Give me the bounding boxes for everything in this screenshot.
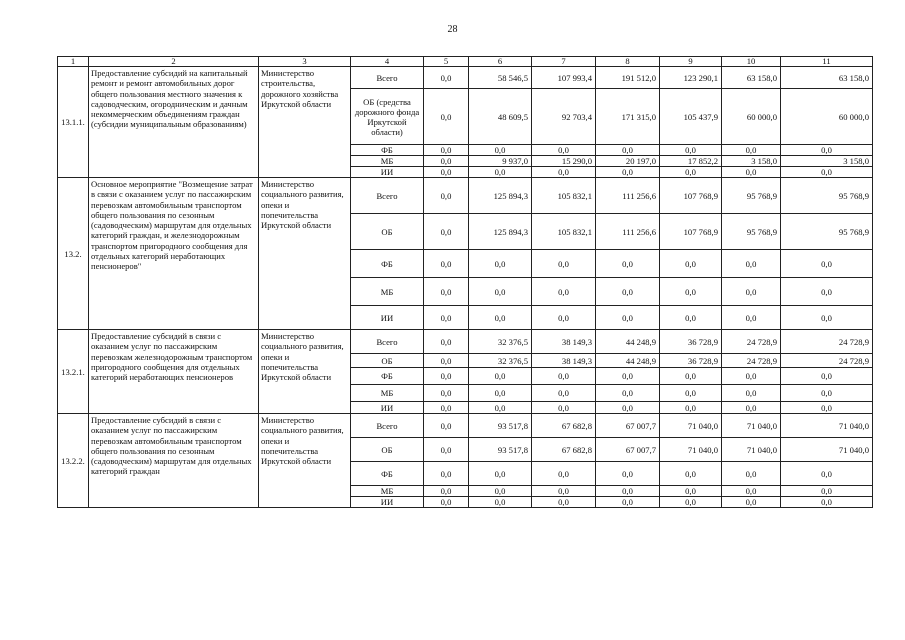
amount-cell: 0,0: [596, 486, 660, 497]
responsible-executor: Министерство строительства, дорожного хозяйства Иркутской области: [259, 67, 351, 178]
amount-cell: 0,0: [722, 167, 781, 178]
amount-cell: 107 768,9: [660, 214, 722, 250]
responsible-executor: Министерство социального развития, опеки и попечительства Иркутской области: [259, 330, 351, 414]
amount-cell: 0,0: [660, 306, 722, 330]
amount-cell: 0,0: [722, 385, 781, 402]
amount-cell: 9 937,0: [469, 156, 532, 167]
item-description: Предоставление субсидий на капитальный ремонт и ремонт автомобильных дорог общего пользования местного значения к садоводческим, огородническим и дачным некоммерческим объединениям граждан (субсидии муниципальным образованиям): [89, 67, 259, 178]
funding-source: Всего: [351, 414, 424, 438]
amount-cell: 32 376,5: [469, 330, 532, 354]
item-number: 13.2.: [58, 178, 89, 330]
amount-cell: 71 040,0: [781, 438, 873, 462]
budget-table: [57, 56, 873, 508]
amount-cell: 63 158,0: [722, 67, 781, 89]
amount-cell: 0,0: [722, 402, 781, 414]
amount-cell: 105 832,1: [532, 178, 596, 214]
amount-cell: 0,0: [469, 486, 532, 497]
amount-cell: 0,0: [596, 145, 660, 156]
amount-cell: 71 040,0: [660, 438, 722, 462]
responsible-executor: Министерство социального развития, опеки и попечительства Иркутской области: [259, 178, 351, 330]
table-row: [58, 414, 873, 438]
amount-cell: 0,0: [424, 250, 469, 278]
amount-cell: 0,0: [424, 89, 469, 145]
amount-cell: 0,0: [596, 385, 660, 402]
header-cell: 11: [781, 57, 873, 67]
amount-cell: 0,0: [781, 167, 873, 178]
amount-cell: 0,0: [596, 402, 660, 414]
funding-source: ИИ: [351, 497, 424, 508]
amount-cell: 123 290,1: [660, 67, 722, 89]
amount-cell: 0,0: [469, 368, 532, 385]
amount-cell: 67 007,7: [596, 438, 660, 462]
amount-cell: 0,0: [722, 145, 781, 156]
amount-cell: 0,0: [424, 67, 469, 89]
amount-cell: 44 248,9: [596, 330, 660, 354]
table-row: [58, 330, 873, 354]
table-row: [58, 67, 873, 89]
amount-cell: 0,0: [596, 250, 660, 278]
amount-cell: 20 197,0: [596, 156, 660, 167]
amount-cell: 0,0: [424, 462, 469, 486]
amount-cell: 0,0: [469, 278, 532, 306]
funding-source: МБ: [351, 278, 424, 306]
amount-cell: 0,0: [781, 250, 873, 278]
item-description: Предоставление субсидий в связи с оказанием услуг по пассажирским перевозкам автомобильным транспортом общего пользования по сезонным (садоводческим) маршрутам для отдельных категорий граждан: [89, 414, 259, 508]
amount-cell: 0,0: [532, 402, 596, 414]
amount-cell: 71 040,0: [781, 414, 873, 438]
amount-cell: 63 158,0: [781, 67, 873, 89]
amount-cell: 60 000,0: [781, 89, 873, 145]
amount-cell: 0,0: [722, 462, 781, 486]
amount-cell: 0,0: [424, 414, 469, 438]
amount-cell: 71 040,0: [722, 438, 781, 462]
amount-cell: 0,0: [532, 497, 596, 508]
amount-cell: 105 832,1: [532, 214, 596, 250]
header-cell: 6: [469, 57, 532, 67]
amount-cell: 0,0: [660, 368, 722, 385]
responsible-executor: Министерство социального развития, опеки и попечительства Иркутской области: [259, 414, 351, 508]
amount-cell: 0,0: [596, 368, 660, 385]
amount-cell: 0,0: [660, 497, 722, 508]
amount-cell: 3 158,0: [781, 156, 873, 167]
header-cell: 4: [351, 57, 424, 67]
amount-cell: 71 040,0: [722, 414, 781, 438]
amount-cell: 0,0: [424, 156, 469, 167]
amount-cell: 0,0: [424, 497, 469, 508]
funding-source: ОБ: [351, 214, 424, 250]
header-cell: 3: [259, 57, 351, 67]
amount-cell: 0,0: [596, 167, 660, 178]
amount-cell: 0,0: [660, 278, 722, 306]
funding-source: ФБ: [351, 368, 424, 385]
amount-cell: 0,0: [660, 145, 722, 156]
amount-cell: 0,0: [532, 462, 596, 486]
amount-cell: 58 546,5: [469, 67, 532, 89]
amount-cell: 0,0: [469, 402, 532, 414]
funding-source: ФБ: [351, 250, 424, 278]
header-cell: 10: [722, 57, 781, 67]
amount-cell: 0,0: [532, 306, 596, 330]
header-cell: 2: [89, 57, 259, 67]
amount-cell: 105 437,9: [660, 89, 722, 145]
amount-cell: 111 256,6: [596, 178, 660, 214]
item-number: 13.1.1.: [58, 67, 89, 178]
amount-cell: 60 000,0: [722, 89, 781, 145]
amount-cell: 0,0: [722, 250, 781, 278]
amount-cell: 0,0: [532, 167, 596, 178]
amount-cell: 0,0: [469, 462, 532, 486]
amount-cell: 67 682,8: [532, 438, 596, 462]
amount-cell: 93 517,8: [469, 438, 532, 462]
amount-cell: 0,0: [469, 306, 532, 330]
amount-cell: 0,0: [660, 462, 722, 486]
amount-cell: 0,0: [722, 306, 781, 330]
amount-cell: 0,0: [781, 486, 873, 497]
amount-cell: 0,0: [469, 385, 532, 402]
amount-cell: 67 682,8: [532, 414, 596, 438]
amount-cell: 0,0: [722, 368, 781, 385]
amount-cell: 0,0: [781, 462, 873, 486]
amount-cell: 95 768,9: [781, 178, 873, 214]
amount-cell: 0,0: [781, 368, 873, 385]
header-cell: 8: [596, 57, 660, 67]
amount-cell: 95 768,9: [722, 178, 781, 214]
funding-source: ФБ: [351, 145, 424, 156]
amount-cell: 0,0: [660, 486, 722, 497]
amount-cell: 0,0: [596, 306, 660, 330]
header-cell: 7: [532, 57, 596, 67]
amount-cell: 0,0: [424, 214, 469, 250]
amount-cell: 0,0: [532, 145, 596, 156]
amount-cell: 3 158,0: [722, 156, 781, 167]
amount-cell: 48 609,5: [469, 89, 532, 145]
amount-cell: 92 703,4: [532, 89, 596, 145]
funding-source: МБ: [351, 156, 424, 167]
amount-cell: 0,0: [781, 385, 873, 402]
amount-cell: 0,0: [424, 306, 469, 330]
funding-source: ФБ: [351, 462, 424, 486]
amount-cell: 0,0: [596, 462, 660, 486]
header-cell: 9: [660, 57, 722, 67]
header-cell: 1: [58, 57, 89, 67]
item-description: Основное мероприятие "Возмещение затрат в связи с оказанием услуг по пассажирским перевозкам автомобильным транспортом общего пользования по сезонным (садоводческим) маршрутам для отдельных категорий граждан, и железнодорожным транспортом пригородного сообщения для отдельных категорий неработающих пенсионеров": [89, 178, 259, 330]
amount-cell: 0,0: [722, 497, 781, 508]
amount-cell: 0,0: [424, 178, 469, 214]
amount-cell: 0,0: [424, 486, 469, 497]
amount-cell: 0,0: [469, 497, 532, 508]
amount-cell: 0,0: [532, 250, 596, 278]
amount-cell: 38 149,3: [532, 354, 596, 368]
amount-cell: 107 768,9: [660, 178, 722, 214]
amount-cell: 0,0: [596, 497, 660, 508]
amount-cell: 0,0: [424, 385, 469, 402]
amount-cell: 15 290,0: [532, 156, 596, 167]
item-number: 13.2.2.: [58, 414, 89, 508]
funding-source: Всего: [351, 330, 424, 354]
amount-cell: 38 149,3: [532, 330, 596, 354]
amount-cell: 0,0: [424, 354, 469, 368]
amount-cell: 0,0: [781, 278, 873, 306]
funding-source: ИИ: [351, 167, 424, 178]
amount-cell: 24 728,9: [781, 354, 873, 368]
amount-cell: 0,0: [424, 278, 469, 306]
amount-cell: 32 376,5: [469, 354, 532, 368]
amount-cell: 191 512,0: [596, 67, 660, 89]
funding-source: Всего: [351, 67, 424, 89]
amount-cell: 0,0: [781, 145, 873, 156]
amount-cell: 93 517,8: [469, 414, 532, 438]
funding-source: ОБ (средства дорожного фонда Иркутской области): [351, 89, 424, 145]
funding-source: МБ: [351, 385, 424, 402]
amount-cell: 0,0: [660, 250, 722, 278]
header-row: [58, 57, 873, 67]
amount-cell: 171 315,0: [596, 89, 660, 145]
amount-cell: 0,0: [424, 330, 469, 354]
amount-cell: 24 728,9: [722, 354, 781, 368]
amount-cell: 0,0: [532, 486, 596, 497]
amount-cell: 0,0: [660, 167, 722, 178]
amount-cell: 0,0: [722, 278, 781, 306]
amount-cell: 0,0: [781, 402, 873, 414]
amount-cell: 0,0: [781, 306, 873, 330]
amount-cell: 0,0: [660, 385, 722, 402]
amount-cell: 0,0: [596, 278, 660, 306]
amount-cell: 36 728,9: [660, 330, 722, 354]
amount-cell: 0,0: [722, 486, 781, 497]
amount-cell: 0,0: [660, 402, 722, 414]
amount-cell: 67 007,7: [596, 414, 660, 438]
amount-cell: 111 256,6: [596, 214, 660, 250]
amount-cell: 71 040,0: [660, 414, 722, 438]
amount-cell: 0,0: [424, 167, 469, 178]
amount-cell: 0,0: [532, 368, 596, 385]
funding-source: ИИ: [351, 402, 424, 414]
amount-cell: 0,0: [424, 402, 469, 414]
amount-cell: 0,0: [469, 167, 532, 178]
header-cell: 5: [424, 57, 469, 67]
funding-source: ОБ: [351, 354, 424, 368]
amount-cell: 0,0: [532, 385, 596, 402]
amount-cell: 24 728,9: [722, 330, 781, 354]
amount-cell: 107 993,4: [532, 67, 596, 89]
amount-cell: 0,0: [469, 145, 532, 156]
table-row: [58, 178, 873, 214]
amount-cell: 0,0: [424, 438, 469, 462]
item-description: Предоставление субсидий в связи с оказанием услуг по пассажирским перевозкам железнодорожным транспортом пригородного сообщения для отдельных категорий неработающих пенсионеров: [89, 330, 259, 414]
amount-cell: 24 728,9: [781, 330, 873, 354]
funding-source: Всего: [351, 178, 424, 214]
amount-cell: 0,0: [424, 145, 469, 156]
amount-cell: 125 894,3: [469, 178, 532, 214]
amount-cell: 0,0: [532, 278, 596, 306]
amount-cell: 44 248,9: [596, 354, 660, 368]
amount-cell: 0,0: [469, 250, 532, 278]
amount-cell: 0,0: [781, 497, 873, 508]
funding-source: МБ: [351, 486, 424, 497]
amount-cell: 95 768,9: [722, 214, 781, 250]
amount-cell: 0,0: [424, 368, 469, 385]
amount-cell: 125 894,3: [469, 214, 532, 250]
amount-cell: 36 728,9: [660, 354, 722, 368]
amount-cell: 17 852,2: [660, 156, 722, 167]
page-number: 28: [447, 24, 458, 35]
funding-source: ОБ: [351, 438, 424, 462]
funding-source: ИИ: [351, 306, 424, 330]
amount-cell: 95 768,9: [781, 214, 873, 250]
item-number: 13.2.1.: [58, 330, 89, 414]
